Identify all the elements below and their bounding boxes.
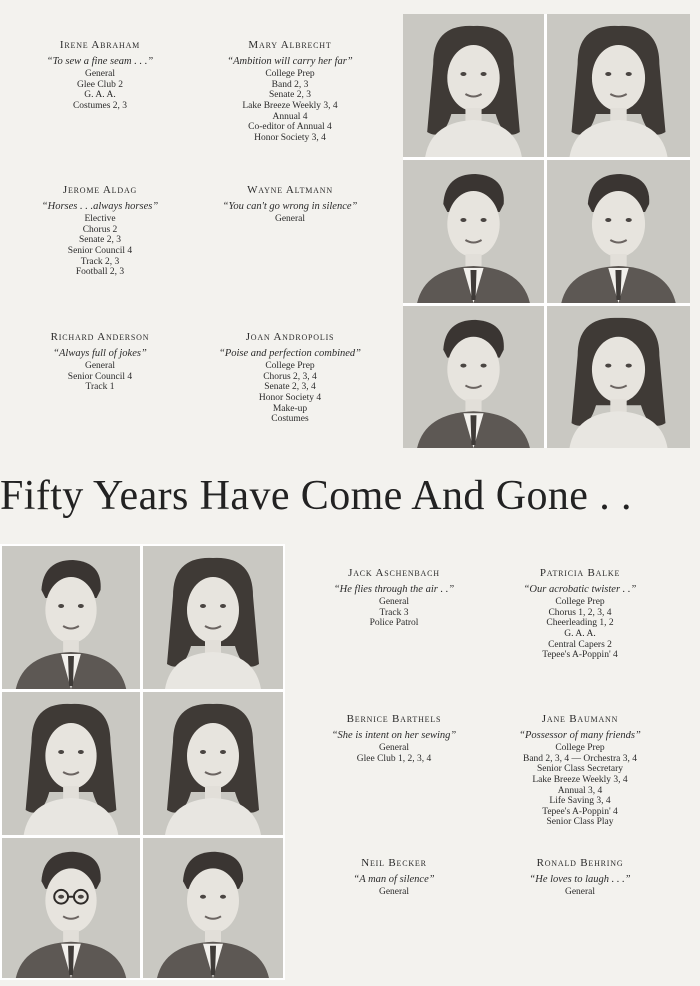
senior-activity: G. A. A. — [564, 628, 596, 639]
senior-activity: Track 2, 3 — [80, 256, 120, 267]
senior-entry — [480, 714, 680, 828]
senior-activity: College Prep — [555, 743, 605, 754]
senior-activity: G. A. A. — [84, 90, 116, 101]
senior-activity: Glee Club 1, 2, 3, 4 — [356, 753, 432, 764]
senior-activity: Make-up — [272, 403, 308, 414]
senior-activity: Senate 2, 3 — [79, 235, 121, 246]
senior-name: Wayne Altmann — [247, 184, 333, 196]
senior-activity: General — [84, 69, 116, 80]
senior-activity: Senate 2, 3 — [269, 90, 311, 101]
portrait-photo — [547, 14, 690, 157]
senior-entry — [294, 714, 494, 764]
senior-activity: Band 2, 3, 4 — Orchestra 3, 4 — [523, 753, 637, 764]
senior-activity: General — [378, 743, 410, 754]
senior-activity: Honor Society 4 — [258, 392, 322, 403]
senior-name: Richard Anderson — [50, 331, 150, 343]
senior-name: Jack Aschenbach — [348, 567, 440, 579]
photo-grid-top — [403, 14, 690, 448]
senior-name: Jerome Aldag — [62, 184, 138, 196]
senior-entry — [480, 858, 680, 898]
portrait-photo — [143, 838, 283, 978]
senior-activity: Costumes — [271, 414, 309, 425]
senior-activity: Tepee's A-Poppin' 4 — [542, 806, 618, 817]
senior-name: Irene Abraham — [59, 39, 141, 51]
senior-quote: “Horses . . .always horses” — [41, 200, 159, 212]
senior-quote: “You can't go wrong in silence” — [222, 200, 358, 212]
senior-name: Mary Albrecht — [248, 39, 332, 51]
portrait-photo — [547, 160, 690, 303]
portrait-photo — [403, 160, 544, 303]
portrait-photo — [143, 692, 283, 835]
senior-activity: Elective — [84, 214, 116, 225]
portrait-photo — [403, 306, 544, 448]
senior-quote: “Possessor of many friends” — [519, 729, 641, 741]
senior-activity: Co-editor of Annual 4 — [248, 122, 332, 133]
senior-quote: “Our acrobatic twister . .” — [523, 583, 637, 595]
senior-activity: College Prep — [265, 361, 315, 372]
senior-activity: Football 2, 3 — [75, 267, 125, 278]
senior-name: Joan Andropolis — [245, 331, 335, 343]
senior-entry — [190, 185, 390, 225]
page-banner: Fifty Years Have Come And Gone . . — [0, 473, 632, 519]
senior-activity: Police Patrol — [369, 618, 419, 629]
senior-activity: Senior Class Secretary — [536, 764, 623, 775]
senior-quote: “Ambition will carry her far” — [227, 55, 353, 67]
senior-activity: Senior Class Play — [546, 817, 614, 828]
senior-quote: “She is intent on her sewing” — [331, 729, 457, 741]
portrait-photo — [547, 306, 690, 448]
senior-name: Neil Becker — [361, 857, 427, 869]
senior-activity: Chorus 1, 2, 3, 4 — [548, 607, 612, 618]
senior-quote: “To sew a fine seam . . .” — [46, 55, 154, 67]
senior-activity: Lake Breeze Weekly 3, 4 — [242, 100, 338, 111]
senior-quote: “A man of silence” — [353, 873, 435, 885]
senior-activity: Chorus 2, 3, 4 — [263, 371, 317, 382]
senior-activity: Lake Breeze Weekly 3, 4 — [532, 774, 628, 785]
senior-activity: Glee Club 2 — [77, 79, 123, 90]
senior-entry — [294, 858, 494, 898]
portrait-photo — [143, 546, 283, 689]
senior-quote: “Poise and perfection combined” — [218, 347, 362, 359]
senior-activity: General — [378, 597, 410, 608]
senior-quote: “He loves to laugh . . .” — [529, 873, 631, 885]
photo-grid-bottom — [0, 544, 285, 980]
senior-activity: Annual 3, 4 — [557, 785, 603, 796]
senior-activity: Band 2, 3 — [271, 79, 309, 90]
portrait-photo — [2, 692, 140, 835]
senior-name: Ronald Behring — [536, 857, 624, 869]
senior-name: Patricia Balke — [539, 567, 621, 579]
senior-name: Bernice Barthels — [346, 713, 442, 725]
senior-name: Jane Baumann — [541, 713, 619, 725]
senior-activity: General — [564, 887, 596, 898]
senior-entry — [190, 40, 390, 143]
senior-entry — [0, 40, 200, 112]
senior-activity: Senior Council 4 — [67, 371, 133, 382]
senior-activity: Senior Council 4 — [67, 245, 133, 256]
senior-entry — [0, 185, 200, 278]
senior-quote: “He flies through the air . .” — [333, 583, 455, 595]
senior-activity: Cheerleading 1, 2 — [546, 618, 614, 629]
senior-activity: Central Capers 2 — [548, 639, 612, 650]
senior-activity: Costumes 2, 3 — [72, 100, 128, 111]
senior-activity: College Prep — [265, 69, 315, 80]
senior-entry — [480, 568, 680, 661]
senior-activity: General — [84, 361, 116, 372]
senior-activity: College Prep — [555, 597, 605, 608]
senior-activity: Life Saving 3, 4 — [549, 796, 611, 807]
senior-entry — [294, 568, 494, 629]
senior-activity: Chorus 2 — [82, 224, 118, 235]
senior-activity: General — [274, 214, 306, 225]
senior-activity: Senate 2, 3, 4 — [264, 382, 316, 393]
senior-activity: General — [378, 887, 410, 898]
portrait-photo — [2, 546, 140, 689]
senior-activity: Annual 4 — [272, 111, 308, 122]
portrait-photo — [2, 838, 140, 978]
senior-activity: Track 1 — [85, 382, 115, 393]
senior-activity: Track 3 — [379, 607, 409, 618]
senior-entry — [190, 332, 390, 425]
senior-activity: Honor Society 3, 4 — [254, 132, 326, 143]
senior-quote: “Always full of jokes” — [53, 347, 147, 359]
senior-activity: Tepee's A-Poppin' 4 — [542, 650, 618, 661]
senior-entry — [0, 332, 200, 393]
portrait-photo — [403, 14, 544, 157]
